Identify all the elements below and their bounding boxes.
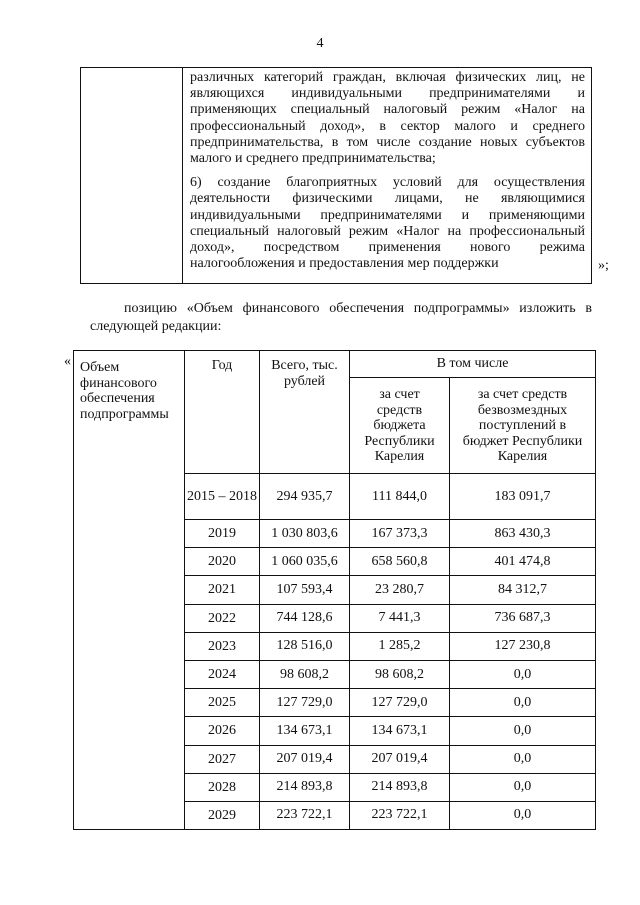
free-receipts-cell: 736 687,3: [450, 604, 596, 632]
budget-cell: 111 844,0: [350, 474, 450, 520]
total-cell: 214 893,8: [260, 773, 350, 801]
budget-cell: 127 729,0: [350, 689, 450, 717]
total-cell: 1 060 035,6: [260, 548, 350, 576]
header-budget-text: за счет средств бюджета Республики Карелия: [364, 387, 435, 464]
free-receipts-cell: 0,0: [450, 745, 596, 773]
free-receipts-cell: 127 230,8: [450, 632, 596, 660]
free-receipts-cell: 0,0: [450, 689, 596, 717]
header-free-text: за счет средств безвозмездных поступлений в бюджет Республики Карелия: [462, 387, 583, 464]
budget-cell: 207 019,4: [350, 745, 450, 773]
total-cell: 294 935,7: [260, 474, 350, 520]
total-cell: 223 722,1: [260, 801, 350, 829]
paragraph: различных категорий граждан, включая физических лиц, не являющихся индивидуальными предпринимателями и применяющих специальный налоговый режим «Налог на профессиональный доход», в сектор малого и среднего предпринимательства, в том числе создание новых субъектов малого и среднего предпринимательства;: [190, 70, 585, 167]
budget-cell: 7 441,3: [350, 604, 450, 632]
header-total-text: Всего, тыс. рублей: [271, 358, 338, 389]
free-receipts-cell: 863 430,3: [450, 520, 596, 548]
budget-cell: 167 373,3: [350, 520, 450, 548]
header-including-text: В том числе: [436, 356, 509, 372]
budget-cell: 223 722,1: [350, 801, 450, 829]
total-cell: 98 608,2: [260, 660, 350, 688]
free-receipts-cell: 0,0: [450, 773, 596, 801]
budget-cell: 23 280,7: [350, 576, 450, 604]
paragraph: 6) создание благоприятных условий для осуществления деятельности физическими лицами, не являющимися индивидуальными предпринимателями и применяющими специальный налоговый режим «Налог на профессиональный доход», посредством применения нового режима налогообложения и предоставления мер поддержки: [190, 175, 585, 272]
year-cell: 2019: [185, 520, 260, 548]
header-budget: [350, 378, 450, 474]
total-cell: 134 673,1: [260, 717, 350, 745]
header-year: [185, 351, 260, 474]
year-cell: 2025: [185, 689, 260, 717]
budget-cell: 214 893,8: [350, 773, 450, 801]
year-cell: 2015 – 2018: [185, 474, 260, 520]
header-including: [350, 351, 596, 378]
free-receipts-cell: 0,0: [450, 717, 596, 745]
year-cell: 2024: [185, 660, 260, 688]
opening-quote: «: [64, 354, 71, 369]
total-cell: 128 516,0: [260, 632, 350, 660]
funding-table: [73, 350, 596, 830]
total-cell: 744 128,6: [260, 604, 350, 632]
year-cell: 2026: [185, 717, 260, 745]
year-cell: 2027: [185, 745, 260, 773]
table-label-cell: [74, 351, 185, 474]
budget-cell: 134 673,1: [350, 717, 450, 745]
continued-table: [80, 67, 592, 284]
page-number: 4: [316, 36, 324, 51]
budget-cell: 658 560,8: [350, 548, 450, 576]
total-cell: 107 593,4: [260, 576, 350, 604]
table-row: [74, 474, 596, 520]
header-free-receipts: [450, 378, 596, 474]
free-receipts-cell: 0,0: [450, 660, 596, 688]
header-total: [260, 351, 350, 474]
lead-paragraph: [90, 300, 592, 336]
table-label: Объем финансового обеспечения подпрограммы: [80, 360, 169, 422]
budget-cell: 98 608,2: [350, 660, 450, 688]
empty-cell: [81, 68, 183, 284]
closing-quote: »;: [598, 258, 609, 273]
year-cell: 2021: [185, 576, 260, 604]
header-year-text: Год: [211, 358, 233, 373]
total-cell: 127 729,0: [260, 689, 350, 717]
total-cell: 207 019,4: [260, 745, 350, 773]
total-cell: 1 030 803,6: [260, 520, 350, 548]
lead-text: позицию «Объем финансового обеспечения подпрограммы» изложить в следующей редакции:: [90, 301, 592, 334]
free-receipts-cell: 183 091,7: [450, 474, 596, 520]
free-receipts-cell: 0,0: [450, 801, 596, 829]
budget-cell: 1 285,2: [350, 632, 450, 660]
year-cell: 2028: [185, 773, 260, 801]
year-cell: 2020: [185, 548, 260, 576]
year-cell: 2022: [185, 604, 260, 632]
free-receipts-cell: 401 474,8: [450, 548, 596, 576]
year-cell: 2023: [185, 632, 260, 660]
year-cell: 2029: [185, 801, 260, 829]
tasks-cell: [183, 68, 592, 284]
label-column-cell: [74, 474, 185, 830]
free-receipts-cell: 84 312,7: [450, 576, 596, 604]
